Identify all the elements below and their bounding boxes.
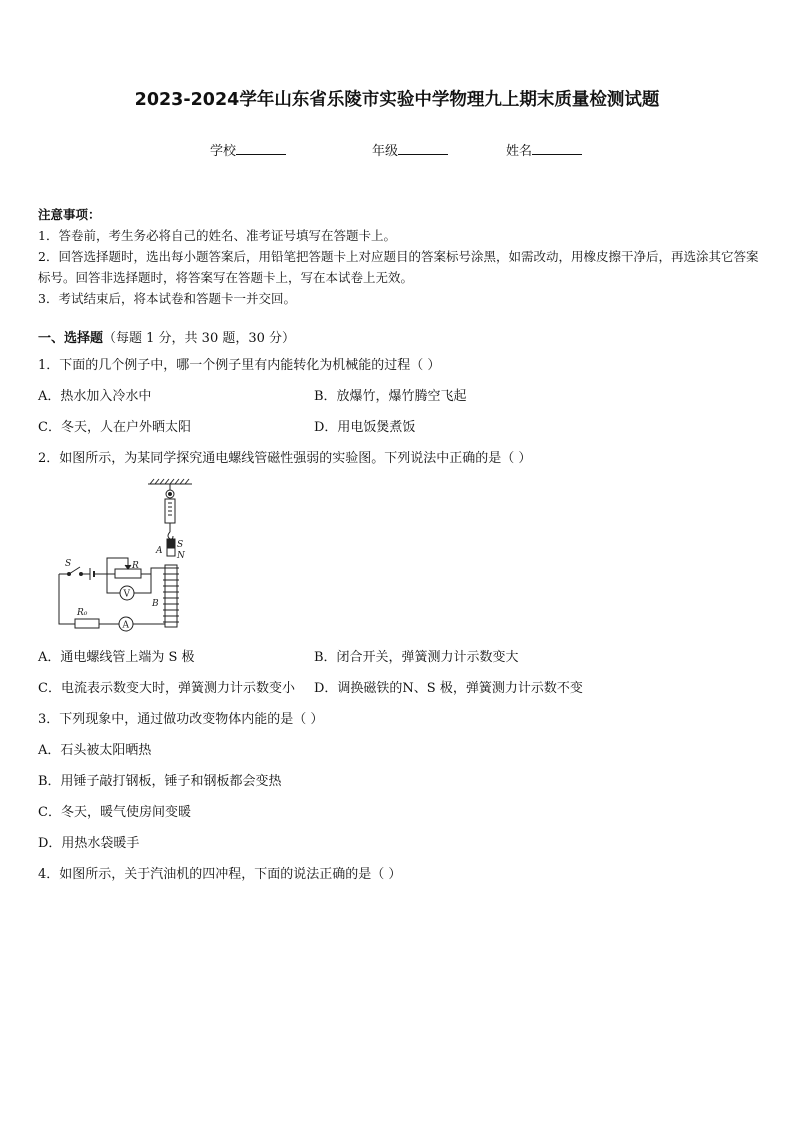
- label-n: N: [177, 551, 185, 561]
- name-field: [506, 140, 582, 159]
- circuit-wire-left-bottom: [59, 574, 165, 624]
- question-1-stem: 1．下面的几个例子中，哪一个例子里有内能转化为机械能的过程（ ）: [38, 358, 441, 373]
- name-blank: [532, 142, 582, 155]
- hook-curl: [168, 532, 173, 539]
- question-3-option-d[interactable]: D．用热水袋暖手: [38, 836, 140, 851]
- notes-heading: 注意事项：: [38, 207, 101, 222]
- notes-section: [38, 204, 760, 309]
- label-voltmeter: V: [123, 589, 130, 600]
- school-field: [210, 140, 286, 159]
- label-ammeter: A: [122, 620, 129, 631]
- ceiling-hatch: [150, 479, 189, 484]
- question-2-option-d[interactable]: D．调换磁铁的N、S 极，弹簧测力计示数不变: [314, 681, 583, 696]
- note-item: 1．答卷前，考生务必将自己的姓名、准考证号填写在答题卡上。: [38, 228, 396, 243]
- grade-blank: [398, 142, 448, 155]
- name-label: 姓名: [506, 144, 533, 159]
- question-1-option-c[interactable]: C．冬天，人在户外晒太阳: [38, 420, 191, 435]
- label-switch: S: [65, 559, 72, 569]
- resistor-r0: [75, 619, 99, 628]
- question-2-option-c[interactable]: C．电流表示数变大时，弹簧测力计示数变小: [38, 681, 295, 696]
- section-label: 一、选择题: [38, 331, 104, 346]
- question-1-option-d[interactable]: D．用电饭煲煮饭: [314, 420, 416, 435]
- section-note: （每题 1 分，共 30 题，30 分）: [103, 331, 296, 346]
- question-2-option-b[interactable]: B．闭合开关，弹簧测力计示数变大: [314, 650, 519, 665]
- magnet-bottom: [167, 548, 175, 556]
- note-item: 3．考试结束后，将本试卷和答题卡一并交回。: [38, 291, 296, 306]
- label-r0: R₀: [77, 608, 88, 618]
- section-heading: [38, 327, 295, 346]
- grade-label: 年级: [372, 144, 399, 159]
- question-3-option-c[interactable]: C．冬天，暖气使房间变暖: [38, 805, 191, 820]
- page-title: 2023-2024学年山东省乐陵市实验中学物理九上期末质量检测试题: [134, 90, 660, 110]
- question-3-option-a[interactable]: A．石头被太阳晒热: [38, 743, 152, 758]
- question-3-stem: 3．下列现象中，通过做功改变物体内能的是（ ）: [38, 712, 324, 727]
- rheostat-tap-wire: [107, 558, 128, 574]
- label-rheostat: R: [132, 561, 139, 571]
- school-blank: [236, 142, 286, 155]
- note-item: 2．回答选择题时，选出每小题答案后，用铅笔把答题卡上对应题目的答案标号涂黑，如需改动，用橡皮擦干净后，再选涂其它答案标号。回答非选择题时，将答案写在答题卡上，写在本试卷上无效。: [38, 249, 759, 285]
- magnet-top: [167, 539, 175, 548]
- label-a: A: [156, 546, 163, 556]
- question-2-option-a[interactable]: A．通电螺线管上端为 S 极: [38, 650, 195, 665]
- school-label: 学校: [210, 144, 237, 159]
- question-1-option-b[interactable]: B．放爆竹，爆竹腾空飞起: [314, 389, 467, 404]
- question-4-stem: 4．如图所示，关于汽油机的四冲程，下面的说法正确的是（ ）: [38, 867, 402, 882]
- solenoid-experiment-figure: [55, 478, 205, 638]
- question-3-option-b[interactable]: B．用锤子敲打钢板，锤子和钢板都会变热: [38, 774, 282, 789]
- question-2-stem: 2．如图所示，为某同学探究通电螺线管磁性强弱的实验图。下列说法中正确的是（ ）: [38, 451, 532, 466]
- label-b: B: [152, 599, 159, 609]
- grade-field: [372, 140, 448, 159]
- label-s: S: [177, 540, 184, 550]
- question-1-option-a[interactable]: A．热水加入冷水中: [38, 389, 152, 404]
